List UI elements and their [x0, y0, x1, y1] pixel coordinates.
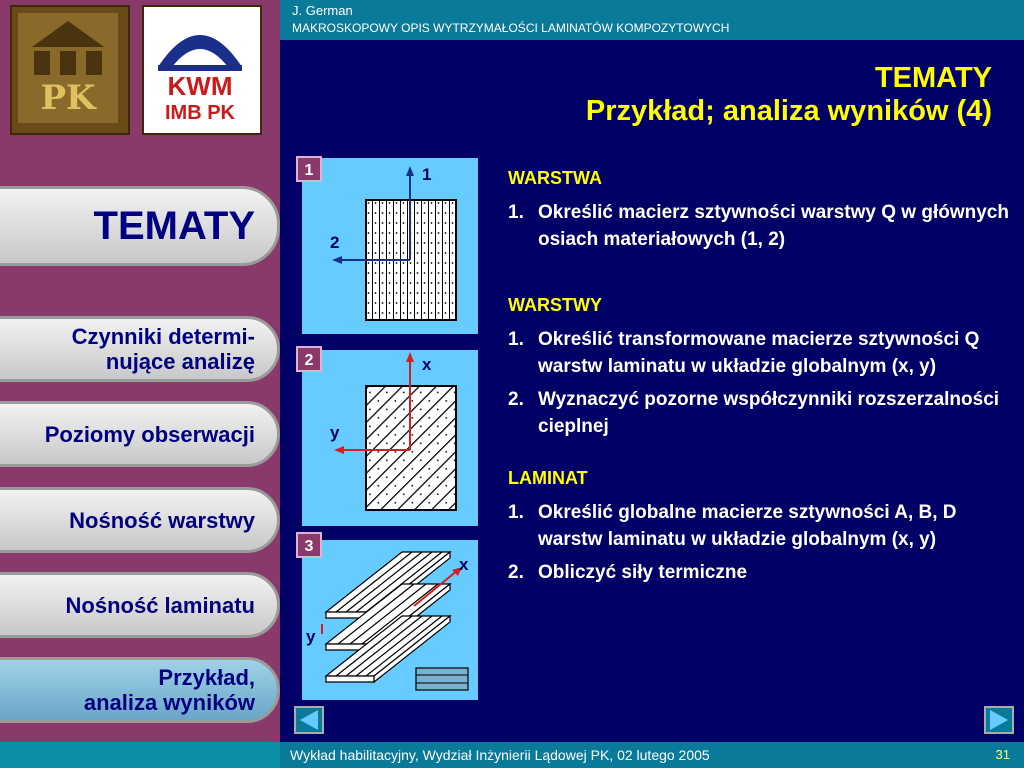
footer-left-strip	[0, 742, 280, 768]
section-heading-warstwy: WARSTWY	[508, 295, 602, 315]
kwm-logo	[142, 5, 262, 135]
nav-item-nosnosc-warstwy[interactable]	[0, 487, 280, 553]
imb-logo-text: IMB PK	[165, 102, 235, 124]
nav-item-poziomy-label: Poziomy obserwacji	[44, 421, 255, 447]
laminate-diagram	[302, 540, 478, 700]
presentation-subtitle: MAKROSKOPOWY OPIS WYTRZYMAŁOŚCI LAMINATÓW KOMPOZYTOWYCH	[292, 21, 730, 35]
nav-item-przyklad-line1: Przykład,	[158, 665, 255, 690]
pk-logo-text: PK	[40, 78, 96, 118]
nav-item-poziomy[interactable]	[0, 401, 280, 467]
layer-diagram-2	[302, 350, 478, 526]
list-item	[508, 499, 1013, 553]
axis-1-arrow	[406, 166, 414, 176]
panel-badge-2: 2	[296, 346, 322, 372]
axis-2-arrow	[332, 256, 342, 264]
axis-x-label-3: x	[459, 555, 469, 574]
list-item	[508, 559, 1013, 586]
nav-item-czynniki-line1: Czynniki determi-	[71, 324, 255, 349]
nav-item-czynniki-line2: nujące analizę	[105, 349, 255, 374]
next-slide-button[interactable]	[984, 706, 1014, 734]
nav-item-nosnosc-laminatu-label: Nośność laminatu	[65, 592, 255, 618]
author-name: J. German	[292, 3, 353, 18]
pk-logo	[10, 5, 130, 135]
slide-title	[586, 62, 992, 128]
panel-badge-3: 3	[296, 532, 322, 558]
list-item-text: Określić globalne macierze sztywności A, B, D warstw laminatu w układzie globalnym (x, y)	[538, 502, 957, 550]
kwm-logo-text: KWM	[167, 71, 233, 101]
nav-item-przyklad-line2: analiza wyników	[83, 690, 255, 715]
axis-x-arrow	[406, 352, 414, 362]
nav-item-nosnosc-warstwy-label: Nośność warstwy	[69, 507, 255, 533]
nav-item-nosnosc-laminatu[interactable]	[0, 572, 280, 638]
prev-slide-button[interactable]	[294, 706, 324, 734]
axis-x-label: x	[422, 355, 432, 374]
header-bar	[280, 0, 1024, 40]
list-item-text: Obliczyć siły termiczne	[538, 562, 748, 583]
axis-2-label: 2	[330, 233, 340, 252]
footer-bar	[0, 742, 1024, 768]
list-item-text: Określić transformowane macierze sztywności Q warstw laminatu w układzie globalnym (x, y)	[538, 329, 980, 377]
axis-y-label-3: y	[306, 627, 316, 646]
list-item-text: Wyznaczyć pozorne współczynniki rozszerzalności cieplnej	[538, 389, 1000, 437]
axis-y-label: y	[330, 423, 340, 442]
slide-title-line1: TEMATY	[874, 62, 992, 94]
list-item-number: 1.	[508, 329, 524, 350]
list-item	[508, 386, 1013, 440]
arrow-right-icon	[986, 708, 1012, 732]
nav-item-przyklad[interactable]	[0, 657, 280, 723]
nav-temat-main[interactable]	[0, 186, 280, 266]
section-heading-laminat: LAMINAT	[508, 468, 588, 488]
nav-item-czynniki[interactable]	[0, 316, 280, 382]
footer-text: Wykład habilitacyjny, Wydział Inżynierii Lądowej PK, 02 lutego 2005	[290, 747, 710, 763]
list-item	[508, 199, 1013, 253]
list-item-text: Określić macierz sztywności warstwy Q w głównych osiach materiałowych (1, 2)	[538, 202, 1009, 250]
page-number: 31	[995, 747, 1010, 762]
list-item-number: 1.	[508, 202, 524, 223]
panel-layer-material-axes	[302, 158, 478, 334]
list-item-number: 2.	[508, 562, 524, 583]
axis-y-arrow	[334, 446, 344, 454]
layer-diagram-1	[302, 158, 478, 334]
panel-layer-global-axes	[302, 350, 478, 526]
list-item	[508, 326, 1013, 380]
list-item-number: 2.	[508, 389, 524, 410]
section-heading-warstwa: WARSTWA	[508, 168, 602, 188]
axis-1-label: 1	[422, 165, 432, 184]
nav-temat-main-label: TEMATY	[93, 204, 255, 248]
laminate-cross-section	[416, 668, 468, 690]
list-item-number: 1.	[508, 502, 524, 523]
slide-title-line2: Przykład; analiza wyników (4)	[585, 95, 992, 127]
arrow-left-icon	[296, 708, 322, 732]
content-list	[508, 168, 1013, 592]
panel-badge-1: 1	[296, 156, 322, 182]
panel-laminate-stack	[302, 540, 478, 700]
